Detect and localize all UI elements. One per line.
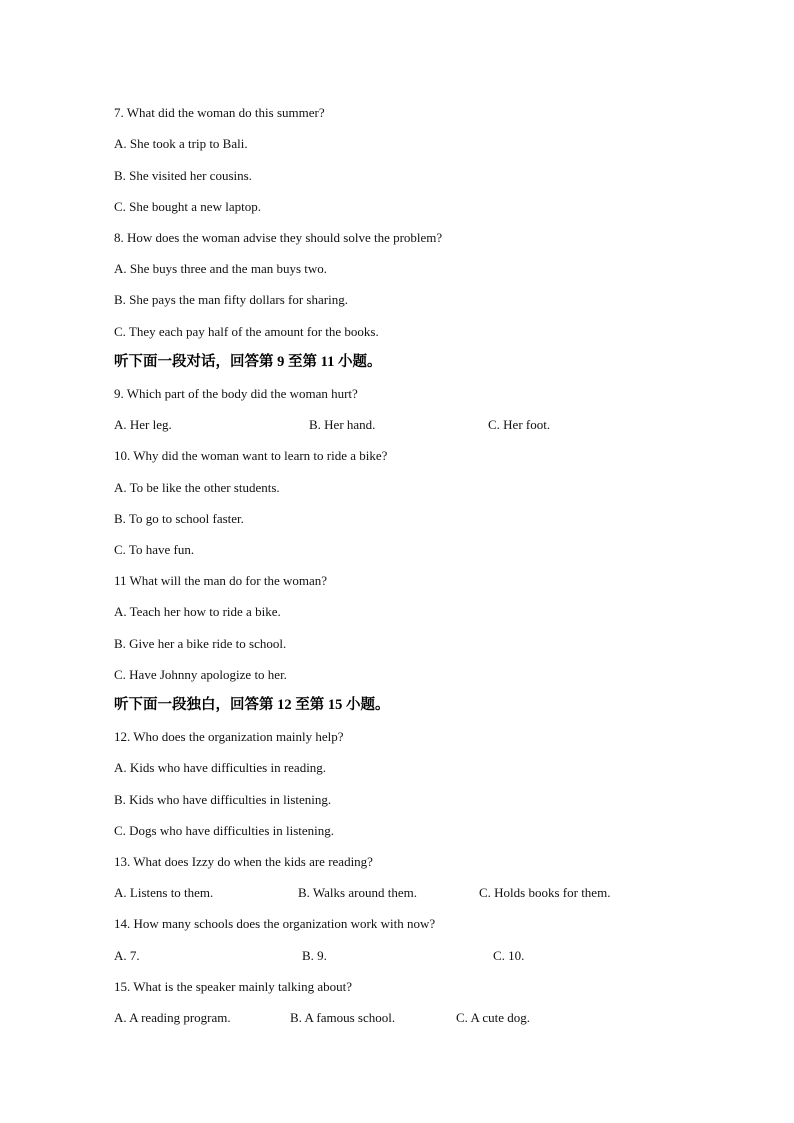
question-10: 10. Why did the woman want to learn to ride a bike? [114,448,388,463]
question-13-option-b: B. Walks around them. [298,885,417,900]
question-9: 9. Which part of the body did the woman hurt? [114,386,358,401]
question-11-option-c: C. Have Johnny apologize to her. [114,667,287,682]
question-9-option-b: B. Her hand. [309,417,376,432]
question-14-option-b: B. 9. [302,948,327,963]
question-13-option-c: C. Holds books for them. [479,885,611,900]
section-heading-9-11: 听下面一段对话，回答第 9 至第 11 小题。 [114,354,382,370]
question-15-option-b: B. A famous school. [290,1010,396,1025]
question-10-option-b: B. To go to school faster. [114,511,244,526]
question-9-option-a: A. Her leg. [114,417,172,432]
question-8-option-b: B. She pays the man fifty dollars for sharing. [114,292,348,307]
question-15: 15. What is the speaker mainly talking about? [114,979,353,994]
question-11: 11 What will the man do for the woman? [114,573,328,588]
question-15-option-c: C. A cute dog. [456,1010,531,1025]
question-14-option-c: C. 10. [493,948,525,963]
section-heading-12-15: 听下面一段独白，回答第 12 至第 15 小题。 [114,697,390,713]
question-12-option-a: A. Kids who have difficulties in reading. [114,760,327,775]
question-15-option-a: A. A reading program. [114,1010,231,1025]
question-8-option-c: C. They each pay half of the amount for the books. [114,324,379,339]
question-8-option-a: A. She buys three and the man buys two. [114,261,328,276]
question-14: 14. How many schools does the organization work with now? [114,916,436,931]
question-11-option-b: B. Give her a bike ride to school. [114,636,287,651]
question-7: 7. What did the woman do this summer? [114,105,325,120]
question-10-option-c: C. To have fun. [114,542,195,557]
question-12-option-c: C. Dogs who have difficulties in listening. [114,823,335,838]
question-13-option-a: A. Listens to them. [114,885,214,900]
question-7-option-a: A. She took a trip to Bali. [114,136,248,151]
question-12-option-b: B. Kids who have difficulties in listening. [114,792,332,807]
question-12: 12. Who does the organization mainly help? [114,729,344,744]
question-7-option-b: B. She visited her cousins. [114,168,252,183]
question-13: 13. What does Izzy do when the kids are reading? [114,854,373,869]
question-8: 8. How does the woman advise they should solve the problem? [114,230,443,245]
question-9-option-c: C. Her foot. [488,417,551,432]
question-7-option-c: C. She bought a new laptop. [114,199,261,214]
question-10-option-a: A. To be like the other students. [114,480,280,495]
question-11-option-a: A. Teach her how to ride a bike. [114,604,281,619]
question-14-option-a: A. 7. [114,948,140,963]
